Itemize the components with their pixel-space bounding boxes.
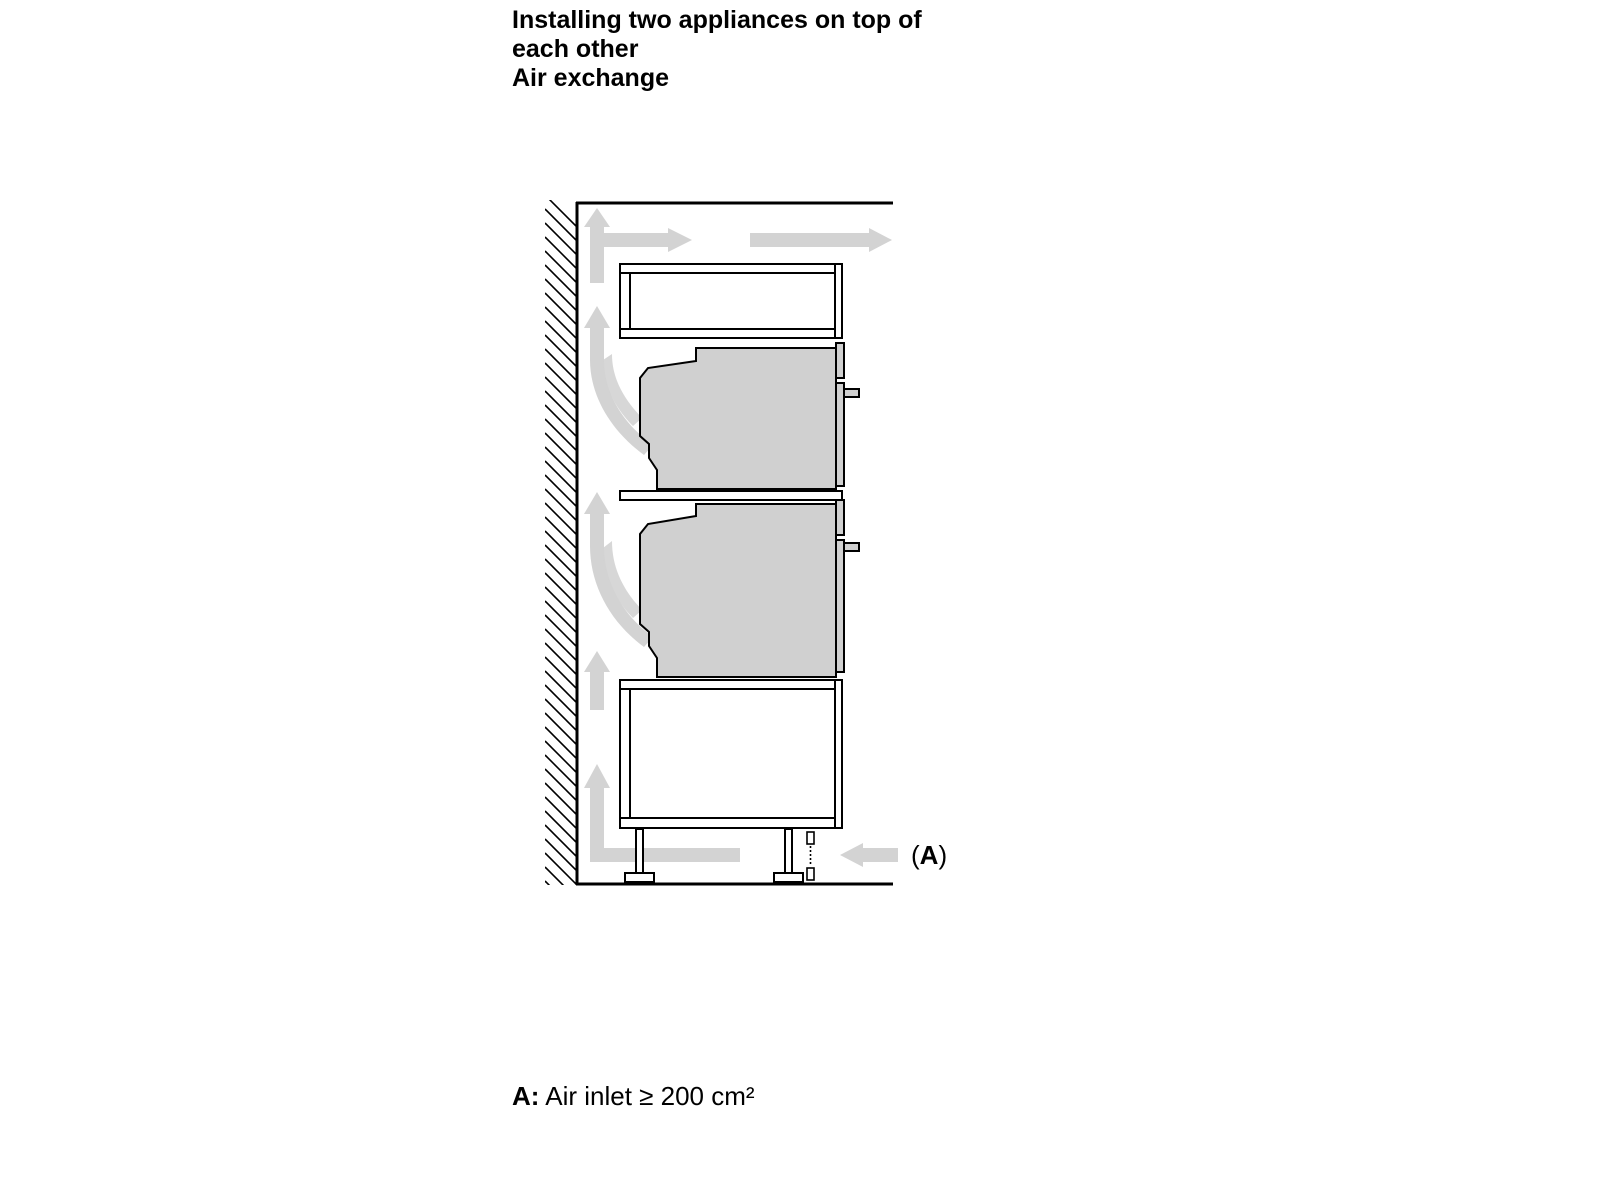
wall-hatch-line xyxy=(545,601,577,633)
middle-shelf xyxy=(620,491,842,500)
wall-hatch-line xyxy=(545,881,577,913)
wall-hatch-line xyxy=(545,475,577,507)
wall-hatch-line xyxy=(545,293,577,325)
wall-hatch-line xyxy=(545,531,577,563)
wall-hatch-line xyxy=(545,195,577,227)
legend-key: A: xyxy=(512,1081,540,1111)
title-line-2: each other xyxy=(512,35,639,63)
wall-hatch-line xyxy=(545,587,577,619)
wall-hatch-line xyxy=(545,419,577,451)
callout-close-paren: ) xyxy=(938,840,948,870)
upper-cabinet xyxy=(620,264,842,338)
callout-a xyxy=(911,840,947,870)
wall-hatch-line xyxy=(545,307,577,339)
wall-hatch-line xyxy=(545,727,577,759)
wall-hatching xyxy=(545,195,577,927)
wall-hatch-line xyxy=(545,265,577,297)
wall-hatch-line xyxy=(545,405,577,437)
wall-hatch-line xyxy=(545,279,577,311)
wall-hatch-line xyxy=(545,251,577,283)
foot-right xyxy=(774,873,803,882)
base-cabinet xyxy=(620,680,842,828)
title-line-1: Installing two appliances on top of xyxy=(512,6,922,34)
wall-hatch-line xyxy=(545,839,577,871)
wall-hatch-line xyxy=(545,559,577,591)
wall-hatch-line xyxy=(545,391,577,423)
leg-left xyxy=(636,829,643,874)
wall-hatch-line xyxy=(545,699,577,731)
wall-hatch-line xyxy=(545,755,577,787)
wall-hatch-line xyxy=(545,825,577,857)
wall-hatch-line xyxy=(545,713,577,745)
wall-hatch-line xyxy=(545,685,577,717)
wall-hatch-line xyxy=(545,853,577,885)
wall-hatch-line xyxy=(545,349,577,381)
lower-oven xyxy=(640,500,859,677)
wall-hatch-line xyxy=(545,769,577,801)
plinth-inlet xyxy=(807,832,814,880)
wall-hatch-line xyxy=(545,811,577,843)
legend-text: Air inlet ≥ 200 cm² xyxy=(539,1081,755,1111)
wall-hatch-line xyxy=(545,377,577,409)
airflow-arrow-mid-icon xyxy=(584,651,610,710)
wall-hatch-line xyxy=(545,447,577,479)
wall-hatch-line xyxy=(545,223,577,255)
wall-hatch-line xyxy=(545,615,577,647)
airflow-arrow-inlet-icon xyxy=(840,843,898,867)
airflow-arrow-bottom-elbow-icon xyxy=(584,764,740,862)
leg-right xyxy=(785,829,792,874)
title-line-3: Air exchange xyxy=(512,64,670,92)
wall-hatch-line xyxy=(545,643,577,675)
wall-hatch-line xyxy=(545,517,577,549)
airflow-arrow-top-right-icon xyxy=(750,228,892,252)
wall-hatch-line xyxy=(545,895,577,927)
wall-hatch-line xyxy=(545,657,577,689)
wall-hatch-line xyxy=(545,321,577,353)
wall-hatch-line xyxy=(545,489,577,521)
wall-hatch-line xyxy=(545,629,577,661)
foot-left xyxy=(625,873,654,882)
callout-open-paren: ( xyxy=(911,840,920,870)
wall-hatch-line xyxy=(545,503,577,535)
upper-oven xyxy=(640,343,859,489)
wall-hatch-line xyxy=(545,461,577,493)
wall-hatch-line xyxy=(545,671,577,703)
wall-hatch-line xyxy=(545,433,577,465)
wall-hatch-line xyxy=(545,741,577,773)
wall-hatch-line xyxy=(545,363,577,395)
wall-hatch-line xyxy=(545,573,577,605)
airflow-arrow-top-left-icon xyxy=(584,208,692,283)
callout-letter: A xyxy=(919,840,939,870)
wall-hatch-line xyxy=(545,335,577,367)
wall-hatch-line xyxy=(545,545,577,577)
wall-hatch-line xyxy=(545,867,577,899)
legend xyxy=(512,1080,755,1112)
wall-hatch-line xyxy=(545,783,577,815)
wall-hatch-line xyxy=(545,797,577,829)
wall-hatch-line xyxy=(545,237,577,269)
wall-hatch-line xyxy=(545,209,577,241)
